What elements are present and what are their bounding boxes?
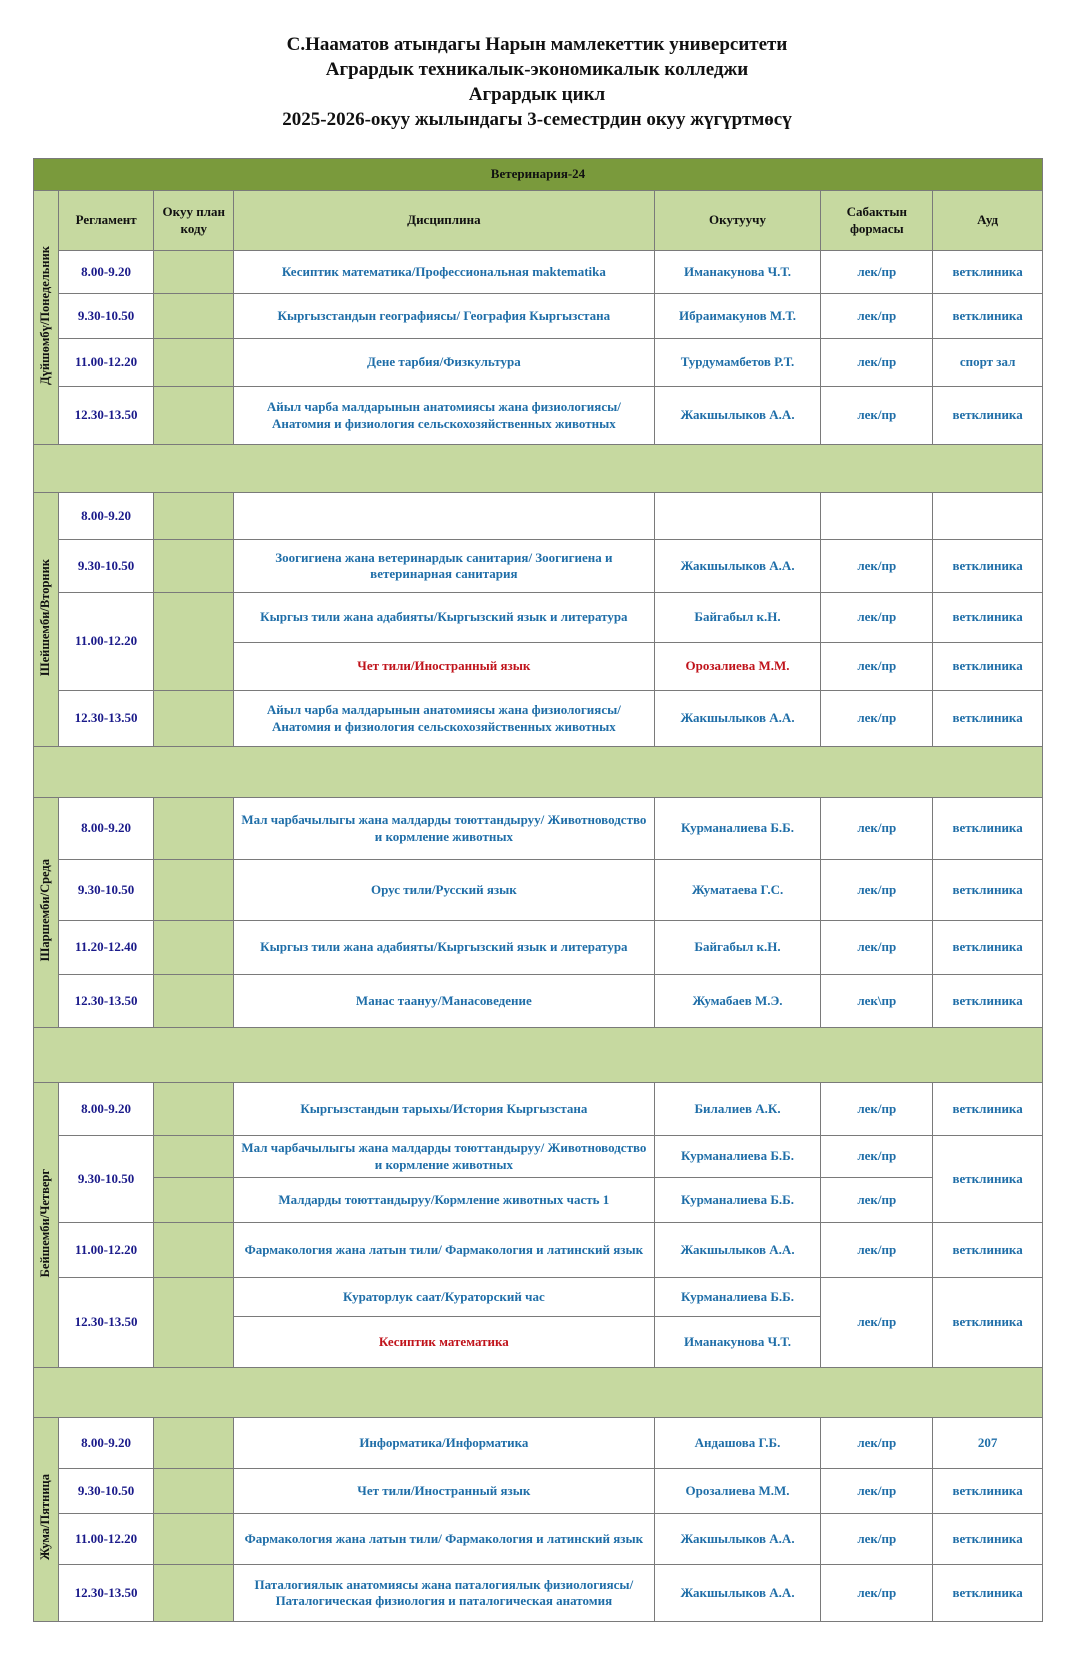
teacher-cell: Турдумамбетов Р.Т. [654,339,821,387]
plan-code-cell [154,1418,234,1469]
form-cell: лек/пр [821,798,933,860]
time-cell: 11.20-12.40 [58,921,154,975]
discipline-cell: Чет тили/Иностранный язык [234,1469,655,1514]
time-cell: 9.30-10.50 [58,1136,154,1223]
teacher-cell: Байгабыл к.Н. [654,593,821,643]
day-label: Жума/Пятница [38,1474,53,1561]
plan-code-cell [154,798,234,860]
table-row [34,1136,1043,1178]
time-cell: 11.00-12.20 [58,339,154,387]
table-row [34,1083,1043,1136]
plan-code-cell [154,1514,234,1565]
discipline-cell: Мал чарбачылыгы жана малдарды тоюттандыруу/ Животноводство и кормление животных [234,798,655,860]
room-cell: спорт зал [933,339,1043,387]
table-row [34,387,1043,445]
form-cell: лек/пр [821,251,933,294]
discipline-cell: Дене тарбия/Физкультура [234,339,655,387]
room-cell: ветклиника [933,540,1043,593]
table-row [34,1178,1043,1223]
room-cell: ветклиника [933,1278,1043,1368]
plan-code-cell [154,493,234,540]
form-cell: лек/пр [821,1223,933,1278]
time-cell: 8.00-9.20 [58,493,154,540]
table-row [34,1514,1043,1565]
university-title: С.Нааматов атындагы Нарын мамлекеттик университети [286,34,788,55]
time-cell: 9.30-10.50 [58,294,154,339]
form-cell: лек/пр [821,1469,933,1514]
teacher-cell: Жакшылыков А.А. [654,1514,821,1565]
room-cell: ветклиника [933,1565,1043,1622]
discipline-cell: Фармакология жана латын тили/ Фармакология и латинский язык [234,1223,655,1278]
teacher-cell: Байгабыл к.Н. [654,921,821,975]
teacher-cell: Жумабаев М.Э. [654,975,821,1028]
form-cell: лек/пр [821,691,933,747]
discipline-cell: Чет тили/Иностранный язык [234,643,655,691]
day-cell-thursday [34,1083,59,1368]
table-row [34,1469,1043,1514]
discipline-cell: Кураторлук саат/Кураторский час [234,1278,655,1317]
discipline-cell: Кыргызстандын географиясы/ География Кыргызстана [234,294,655,339]
teacher-cell: Жакшылыков А.А. [654,1565,821,1622]
plan-code-cell [154,251,234,294]
day-label: Шейшемби/Вторник [38,558,53,676]
room-cell: ветклиника [933,593,1043,643]
plan-code-cell [154,1136,234,1178]
form-cell: лек/пр [821,593,933,643]
time-cell: 8.00-9.20 [58,1418,154,1469]
form-cell: лек/пр [821,1418,933,1469]
form-cell: лек/пр [821,540,933,593]
room-cell: ветклиника [933,1469,1043,1514]
plan-code-cell [154,1278,234,1368]
discipline-cell: Кесиптик математика [234,1317,655,1368]
discipline-cell: Кыргыз тили жана адабияты/Кыргызский язык и литература [234,921,655,975]
room-cell: ветклиника [933,691,1043,747]
teacher-cell: Курманалиева Б.Б. [654,1136,821,1178]
form-cell: лек\пр [821,975,933,1028]
room-cell: ветклиника [933,975,1043,1028]
day-label: Бейшемби/Четверг [38,1168,53,1278]
discipline-cell: Орус тили/Русский язык [234,860,655,921]
form-cell: лек/пр [821,294,933,339]
form-cell: лек/пр [821,860,933,921]
day-cell-tuesday [34,493,59,747]
discipline-cell: Зоогигиена жана ветеринардык санитария/ Зоогигиена и ветеринарная санитария [234,540,655,593]
teacher-cell: Ибраимакунов М.Т. [654,294,821,339]
discipline-cell: Мал чарбачылыгы жана малдарды тоюттандыруу/ Животноводство и кормление животных [234,1136,655,1178]
table-row [34,1223,1043,1278]
schedule-table [33,158,1043,1622]
form-cell: лек/пр [821,643,933,691]
form-cell: лек/пр [821,1178,933,1223]
teacher-cell: Жуматаева Г.С. [654,860,821,921]
discipline-cell: Манас таануу/Манасоведение [234,975,655,1028]
day-label: Шаршемби/Среда [38,859,53,962]
room-cell: ветклиника [933,294,1043,339]
teacher-cell: Курманалиева Б.Б. [654,1278,821,1317]
separator-row [34,747,1043,798]
col-header-plan-code: Окуу план коду [154,191,234,251]
col-header-discipline: Дисциплина [234,191,655,251]
plan-code-cell [154,921,234,975]
day-cell-friday [34,1418,59,1622]
cycle-title: Агрардык цикл [468,84,606,105]
discipline-cell: Айыл чарба малдарынын анатомиясы жана физиологиясы/ Анатомия и физиология сельскохозяйственных животных [234,387,655,445]
time-cell: 8.00-9.20 [58,251,154,294]
teacher-cell: Жакшылыков А.А. [654,691,821,747]
time-cell: 12.30-13.50 [58,387,154,445]
form-cell: лек/пр [821,1083,933,1136]
room-cell: ветклиника [933,1223,1043,1278]
table-row [34,593,1043,643]
separator-row [34,445,1043,493]
table-row [34,251,1043,294]
plan-code-cell [154,1223,234,1278]
discipline-cell: Айыл чарба малдарынын анатомиясы жана физиологиясы/ Анатомия и физиология сельскохозяйственных животных [234,691,655,747]
teacher-cell: Курманалиева Б.Б. [654,798,821,860]
room-cell: ветклиника [933,921,1043,975]
teacher-cell: Жакшылыков А.А. [654,540,821,593]
teacher-cell: Орозалиева М.М. [654,643,821,691]
plan-code-cell [154,1083,234,1136]
discipline-cell: Кесиптик математика/Профессиональная maktematika [234,251,655,294]
day-cell-wednesday [34,798,59,1028]
table-row [34,975,1043,1028]
separator-row [34,1028,1043,1083]
table-row [34,691,1043,747]
room-cell: 207 [933,1418,1043,1469]
time-cell: 12.30-13.50 [58,1278,154,1368]
teacher-cell: Жакшылыков А.А. [654,1223,821,1278]
table-row [34,1418,1043,1469]
form-cell: лек/пр [821,339,933,387]
discipline-cell: Фармакология жана латын тили/ Фармакология и латинский язык [234,1514,655,1565]
form-cell: лек/пр [821,1514,933,1565]
plan-code-cell [154,860,234,921]
table-row [34,798,1043,860]
room-cell: ветклиника [933,387,1043,445]
form-cell: лек/пр [821,921,933,975]
plan-code-cell [154,387,234,445]
room-cell: ветклиника [933,643,1043,691]
time-cell: 8.00-9.20 [58,1083,154,1136]
separator-row [34,1368,1043,1418]
table-row [34,860,1043,921]
plan-code-cell [154,1565,234,1622]
college-title: Агрардык техникалык-экономикалык колледжи [325,59,749,80]
form-cell: лек/пр [821,1136,933,1178]
table-row [34,339,1043,387]
table-row [34,493,1043,540]
group-title-row [34,159,1043,191]
group-title: Ветеринария-24 [34,159,1043,191]
separator-cell [34,445,1043,493]
plan-code-cell [154,691,234,747]
teacher-cell: Иманакунова Ч.Т. [654,1317,821,1368]
plan-code-cell [154,339,234,387]
form-cell: лек/пр [821,387,933,445]
teacher-cell: Иманакунова Ч.Т. [654,251,821,294]
form-cell [821,493,933,540]
discipline-cell: Малдарды тоюттандыруу/Кормление животных часть 1 [234,1178,655,1223]
col-header-room: Ауд [933,191,1043,251]
teacher-cell: Андашова Г.Б. [654,1418,821,1469]
plan-code-cell [154,975,234,1028]
plan-code-cell [154,294,234,339]
teacher-cell [654,493,821,540]
teacher-cell: Билалиев А.К. [654,1083,821,1136]
semester-title: 2025-2026-окуу жылындагы 3-семестрдин окуу жүгүртмөсү [282,109,792,130]
teacher-cell: Орозалиева М.М. [654,1469,821,1514]
time-cell: 11.00-12.20 [58,1223,154,1278]
form-cell: лек/пр [821,1278,933,1368]
table-row [34,1565,1043,1622]
day-cell-monday [34,191,59,445]
room-cell [933,493,1043,540]
discipline-cell: Информатика/Информатика [234,1418,655,1469]
room-cell: ветклиника [933,860,1043,921]
separator-cell [34,1028,1043,1083]
time-cell: 9.30-10.50 [58,860,154,921]
room-cell: ветклиника [933,1083,1043,1136]
room-cell: ветклиника [933,1136,1043,1223]
time-cell: 11.00-12.20 [58,593,154,691]
discipline-cell [234,493,655,540]
form-cell: лек/пр [821,1565,933,1622]
room-cell: ветклиника [933,798,1043,860]
plan-code-cell [154,540,234,593]
discipline-cell: Кыргыз тили жана адабияты/Кыргызский язык и литература [234,593,655,643]
header-row [34,191,1043,251]
teacher-cell: Курманалиева Б.Б. [654,1178,821,1223]
separator-cell [34,1368,1043,1418]
col-header-teacher: Окутуучу [654,191,821,251]
time-cell: 9.30-10.50 [58,1469,154,1514]
plan-code-cell [154,1178,234,1223]
time-cell: 12.30-13.50 [58,975,154,1028]
time-cell: 11.00-12.20 [58,1514,154,1565]
table-row [34,540,1043,593]
day-label: Дүйшөмбү/Понедельник [38,245,53,385]
discipline-cell: Кыргызстандын тарыхы/История Кыргызстана [234,1083,655,1136]
table-row [34,1278,1043,1317]
plan-code-cell [154,593,234,691]
time-cell: 12.30-13.50 [58,1565,154,1622]
time-cell: 12.30-13.50 [58,691,154,747]
time-cell: 8.00-9.20 [58,798,154,860]
col-header-reglament: Регламент [58,191,154,251]
time-cell: 9.30-10.50 [58,540,154,593]
plan-code-cell [154,1469,234,1514]
room-cell: ветклиника [933,1514,1043,1565]
discipline-cell: Паталогиялык анатомиясы жана паталогиялык физиологиясы/ Паталогическая физиология и паталогическая анатомия [234,1565,655,1622]
room-cell: ветклиника [933,251,1043,294]
table-row [34,921,1043,975]
teacher-cell: Жакшылыков А.А. [654,387,821,445]
separator-cell [34,747,1043,798]
table-row [34,294,1043,339]
col-header-form: Сабактын формасы [821,191,933,251]
